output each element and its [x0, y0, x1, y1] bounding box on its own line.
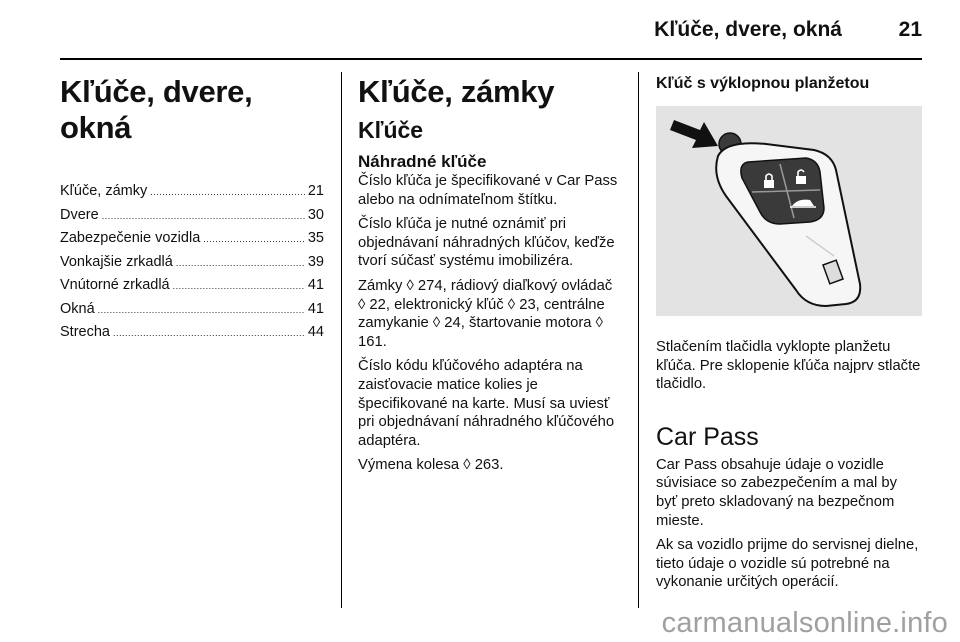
toc-item-page: 35: [307, 230, 324, 246]
flip-key-heading: Kľúč s výklopnou planžetou: [656, 75, 870, 92]
flip-key-drawing: [656, 106, 922, 316]
toc-item-page: 21: [307, 183, 324, 199]
arrow-icon: [670, 120, 718, 148]
toc-item[interactable]: [60, 274, 324, 298]
toc-item[interactable]: [60, 227, 324, 251]
toc-item-label: Kľúče, zámky: [60, 183, 148, 199]
toc-item-label: Vnútorné zrkadlá: [60, 277, 170, 293]
page-header: [0, 0, 960, 60]
toc-item-label: Okná: [60, 300, 95, 317]
paragraph: Ak sa vozidlo prijme do servisnej dielne, tieto údaje o vozidle sú potrebné na vykonanie určitých operácií.: [656, 537, 919, 591]
toc-leader-dots: [98, 298, 305, 322]
toc-item-page: 44: [307, 324, 324, 340]
paragraph: Číslo kľúča je špecifikované v Car Pass alebo na odnímateľnom štítku.: [358, 173, 618, 208]
toc-item[interactable]: [60, 298, 324, 322]
column-divider-1: [341, 72, 342, 608]
toc-item-label: Strecha: [60, 324, 110, 340]
toc-item[interactable]: [60, 251, 324, 275]
section-title: Kľúče, zámky: [358, 74, 555, 109]
toc-list: [60, 180, 324, 345]
key-illustration: [656, 106, 922, 316]
toc-leader-dots: [150, 180, 305, 204]
toc-item-page: 30: [307, 206, 324, 223]
toc-item-label: Dvere: [60, 206, 99, 223]
toc-leader-dots: [102, 204, 305, 228]
column-divider-2: [638, 72, 639, 608]
toc-leader-dots: [173, 274, 305, 298]
toc-item-page: 41: [307, 300, 324, 317]
toc-leader-dots: [176, 251, 305, 275]
toc-leader-dots: [203, 227, 305, 251]
toc-item-page: 39: [307, 253, 324, 270]
subsection-title: Náhradné kľúče: [358, 152, 487, 171]
toc-item-page: 41: [307, 277, 324, 293]
toc-column: [60, 72, 324, 345]
watermark[interactable]: carmanualsonline.info: [661, 607, 948, 639]
toc-leader-dots: [113, 321, 305, 345]
paragraph: Car Pass obsahuje údaje o vozidle súvisiace so zabezpečením a mal by byť preto skladovaný na bezpečnom mieste.: [656, 456, 897, 529]
paragraph: Číslo kľúča je nutné oznámiť pri objednávaní náhradných kľúčov, keďže tvorí súčasť systému imobilizéra.: [358, 216, 615, 270]
toc-item[interactable]: [60, 204, 324, 228]
right-column: [656, 72, 922, 598]
chapter-title: Kľúče, dvere, okná: [60, 74, 253, 145]
header-rule: [60, 58, 922, 60]
main-column: [358, 72, 620, 481]
paragraph: Číslo kódu kľúčového adaptéra na zaisťovacie matice kolies je špecifikované na karte. Musí sa uviesť pri objednávaní náhradného kľúčového adaptéra.: [358, 358, 615, 449]
paragraph: Výmena kolesa ◊ 263.: [358, 457, 504, 474]
page-number: 21: [898, 18, 922, 41]
toc-item-label: Vonkajšie zrkadlá: [60, 253, 173, 270]
image-caption: Stlačením tlačidla vyklopte planžetu kľúča. Pre sklopenie kľúča najprv stlačte tlačidlo.: [656, 339, 921, 393]
toc-item-label: Zabezpečenie vozidla: [60, 230, 201, 246]
toc-item[interactable]: [60, 321, 324, 345]
toc-item[interactable]: [60, 180, 324, 204]
paragraph: Zámky ◊ 274, rádiový diaľkový ovládač ◊ 22, elektronický kľúč ◊ 23, centrálne zamykanie ◊ 24, štartovanie motora ◊ 161.: [358, 277, 613, 350]
carpass-title: Car Pass: [656, 422, 759, 451]
header-title: Kľúče, dvere, okná: [654, 18, 842, 41]
section-subtitle: Kľúče: [358, 117, 424, 143]
